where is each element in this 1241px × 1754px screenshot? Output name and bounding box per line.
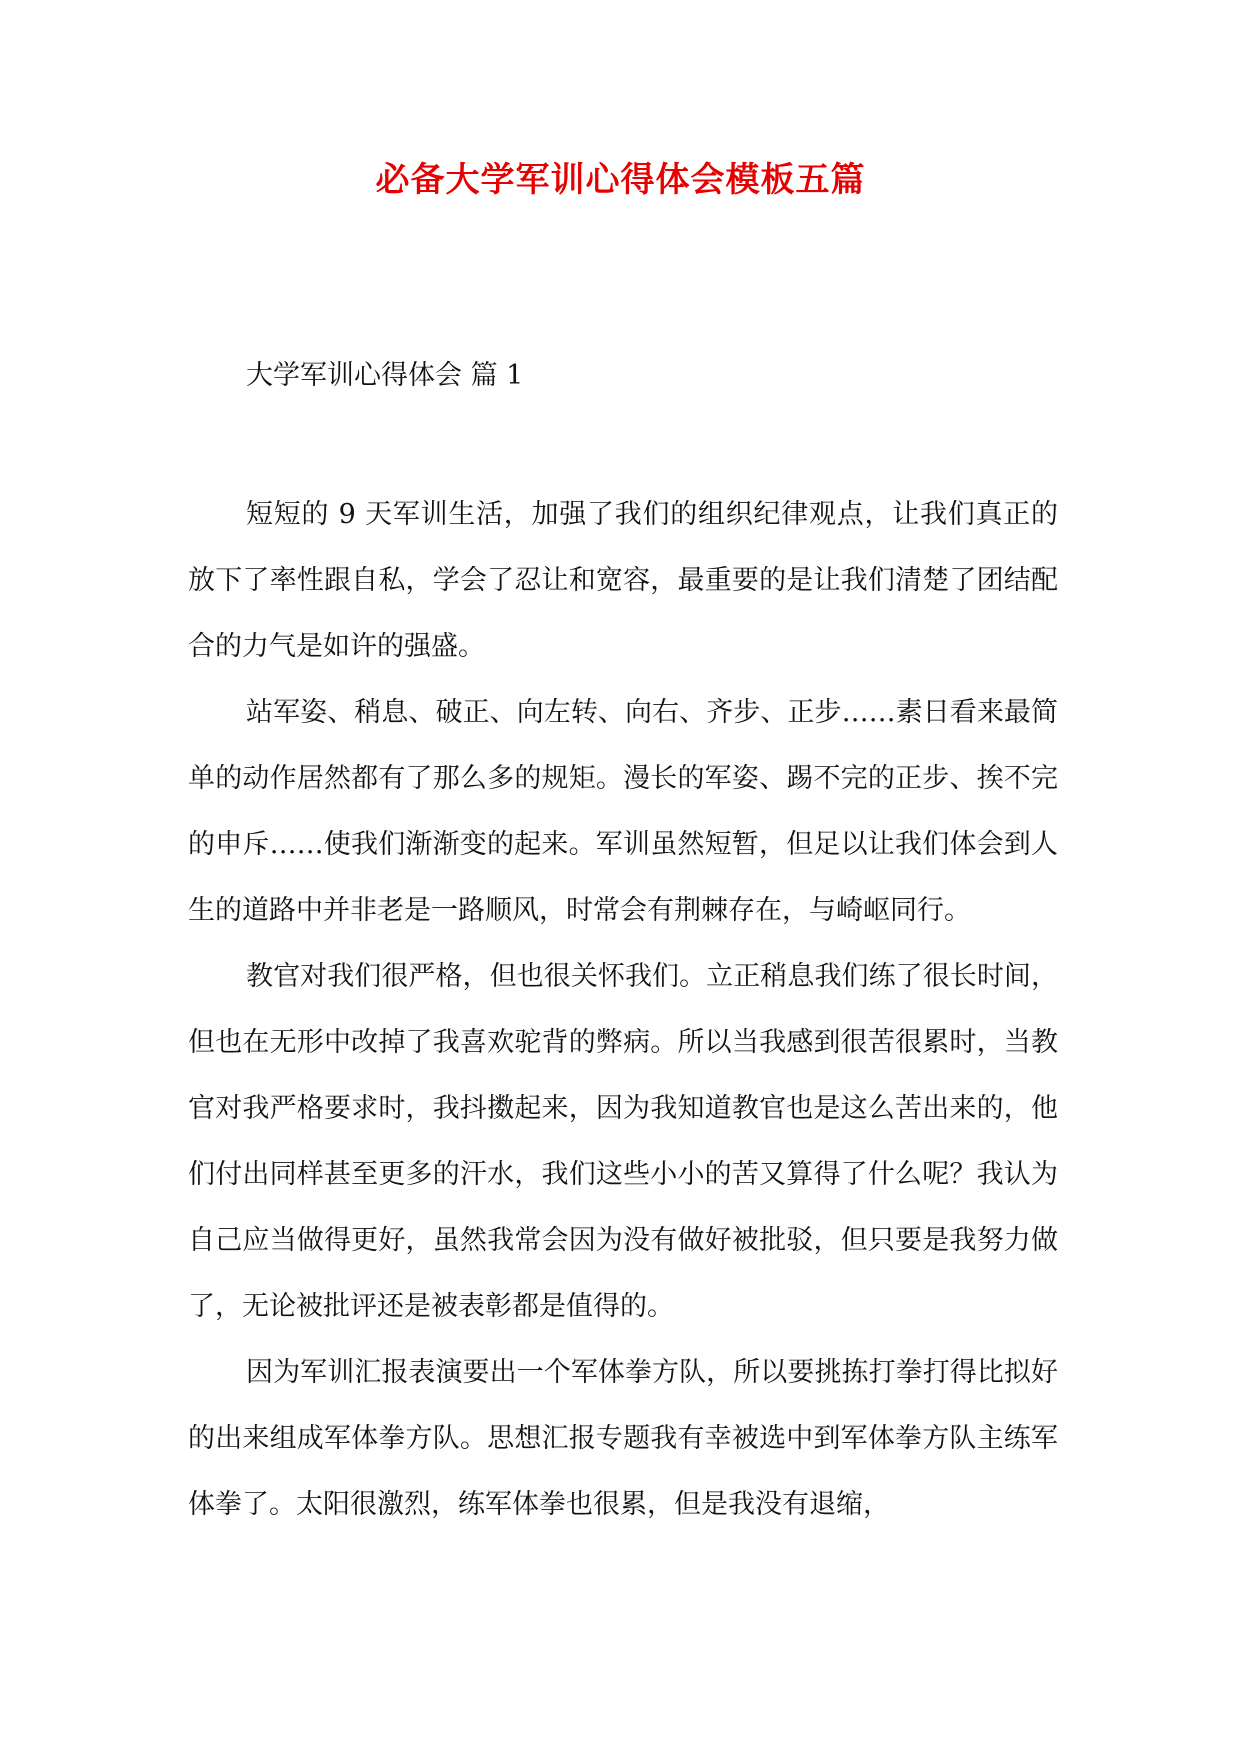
paragraph-2: 站军姿、稍息、破正、向左转、向右、齐步、正步……素日看来最简单的动作居然都有了那么多的规矩。漫长的军姿、踢不完的正步、挨不完的申斥……使我们渐渐变的起来。军训虽然短暂，但足以让我们体会到人生的道路中并非老是一路顺风，时常会有荆棘存在，与崎岖同行。 [188, 697, 1058, 926]
paragraph-3: 教官对我们很严格，但也很关怀我们。立正稍息我们练了很长时间，但也在无形中改掉了我喜欢驼背的弊病。所以当我感到很苦很累时，当教官对我严格要求时，我抖擞起来，因为我知道教官也是这么苦出来的，他们付出同样甚至更多的汗水，我们这些小小的苦又算得了什么呢？我认为自己应当做得更好，虽然我常会因为没有做好被批驳，但只要是我努力做了，无论被批评还是被表彰都是值得的。 [188, 961, 1058, 1322]
paragraph-1: 短短的 9 天军训生活，加强了我们的组织纪律观点，让我们真正的放下了率性跟自私，学会了忍让和宽容，最重要的是让我们清楚了团结配合的力气是如许的强盛。 [188, 499, 1058, 662]
section-heading: 大学军训心得体会 篇 1 [246, 360, 524, 391]
document-title: 必备大学军训心得体会模板五篇 [375, 160, 866, 200]
body-text [188, 482, 1058, 1538]
paragraph-4: 因为军训汇报表演要出一个军体拳方队，所以要挑拣打拳打得比拟好的出来组成军体拳方队。思想汇报专题我有幸被选中到军体拳方队主练军体拳了。太阳很激烈，练军体拳也很累，但是我没有退缩， [188, 1357, 1058, 1520]
